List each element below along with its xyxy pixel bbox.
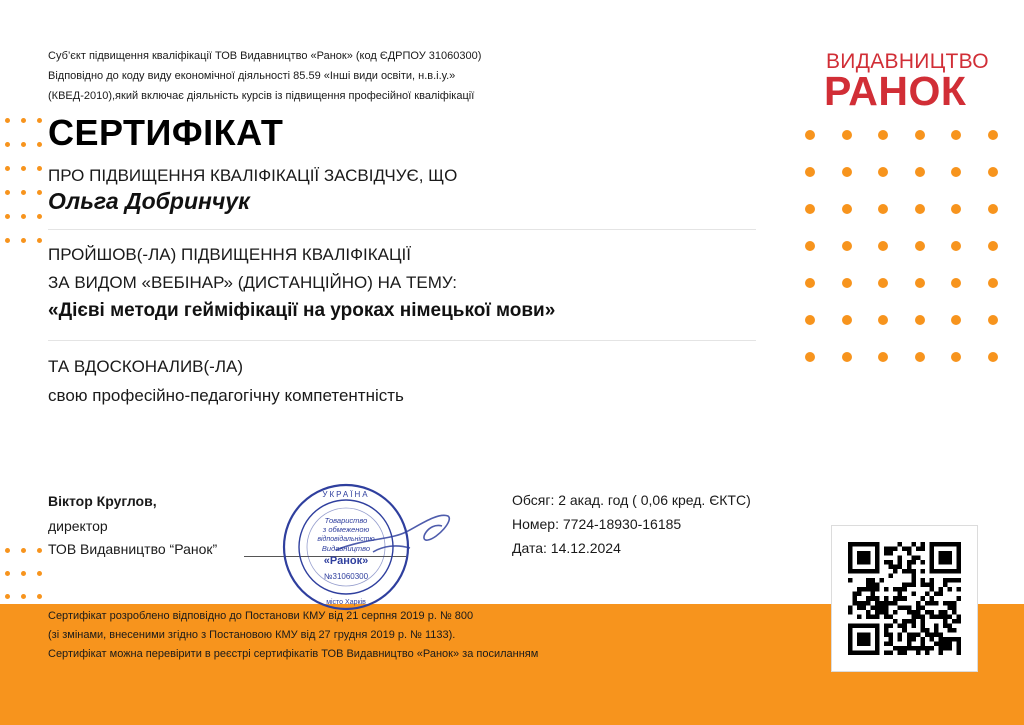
- issue-date: Дата: 14.12.2024: [512, 540, 621, 556]
- decorative-dot: [21, 190, 26, 195]
- decorative-dot: [878, 167, 888, 177]
- completed-line-2: ЗА ВИДОМ «ВЕБІНАР» (ДИСТАНЦІЙНО) НА ТЕМУ:: [48, 273, 458, 292]
- decorative-dot: [21, 548, 26, 553]
- decorative-dot: [988, 352, 998, 362]
- decorative-dot: [805, 278, 815, 288]
- stamp-city: місто Харків: [326, 599, 366, 606]
- stamp-line-3: відповідальністю: [317, 536, 375, 543]
- decorative-dot: [21, 118, 26, 123]
- signatory-position: директор: [48, 518, 108, 534]
- decorative-dot: [37, 548, 42, 553]
- intro-line-1: Суб’єкт підвищення кваліфікації ТОВ Видавництво «Ранок» (код ЄДРПОУ 31060300): [48, 50, 482, 62]
- decorative-dot: [842, 352, 852, 362]
- decorative-dot: [878, 315, 888, 325]
- decorative-dot: [951, 352, 961, 362]
- decorative-dot: [988, 130, 998, 140]
- decorative-dot: [37, 214, 42, 219]
- stamp-brand: «Ранок»: [323, 555, 369, 567]
- decorative-dot: [988, 278, 998, 288]
- improved-line-1: ТА ВДОСКОНАЛИВ(-ЛА): [48, 357, 243, 376]
- decorative-dot: [915, 315, 925, 325]
- decorative-dot: [951, 315, 961, 325]
- improved-line-2: свою професійно-педагогічну компетентність: [48, 386, 404, 405]
- decorative-dot: [21, 571, 26, 576]
- certificate-title: СЕРТИФІКАТ: [48, 112, 284, 153]
- decorative-dot: [21, 166, 26, 171]
- certifies-text: ПРО ПІДВИЩЕННЯ КВАЛІФІКАЦІЇ ЗАСВІДЧУЄ, ЩО: [48, 166, 458, 185]
- divider: [48, 340, 756, 341]
- decorative-dot: [951, 130, 961, 140]
- decorative-dot: [915, 204, 925, 214]
- decorative-dot: [915, 130, 925, 140]
- decorative-dot: [842, 241, 852, 251]
- decorative-dot: [842, 130, 852, 140]
- decorative-dot: [21, 594, 26, 599]
- volume-hours: Обсяг: 2 акад. год ( 0,06 кред. ЄКТС): [512, 492, 751, 508]
- decorative-dot: [842, 278, 852, 288]
- decorative-dot: [37, 238, 42, 243]
- decorative-dot: [21, 214, 26, 219]
- logo-subtitle: ВИДАВНИЦТВО: [826, 50, 989, 73]
- official-stamp: [278, 480, 468, 620]
- decorative-dot: [951, 204, 961, 214]
- decorative-dot: [5, 594, 10, 599]
- intro-line-2: Відповідно до коду виду економічної діяльності 85.59 «Інші види освіти, н.в.і.у.»: [48, 70, 456, 82]
- decorative-dot: [951, 278, 961, 288]
- decorative-dot: [5, 118, 10, 123]
- decorative-dot: [37, 142, 42, 147]
- qr-code-box[interactable]: [831, 525, 978, 672]
- decorative-dot: [37, 571, 42, 576]
- decorative-dot: [805, 204, 815, 214]
- stamp-line-4: Видавництво: [321, 544, 371, 553]
- footer-line-2: (зі змінами, внесеними згідно з Постановою КМУ від 27 грудня 2019 р. № 1133).: [48, 629, 456, 641]
- decorative-dot: [842, 204, 852, 214]
- decorative-dot: [37, 190, 42, 195]
- decorative-dot: [805, 167, 815, 177]
- divider: [48, 229, 756, 230]
- decorative-dot: [988, 315, 998, 325]
- decorative-dot: [37, 166, 42, 171]
- decorative-dot: [5, 166, 10, 171]
- completed-line-1: ПРОЙШОВ(-ЛА) ПІДВИЩЕННЯ КВАЛІФІКАЦІЇ: [48, 245, 411, 264]
- decorative-dot: [5, 571, 10, 576]
- decorative-dot: [5, 548, 10, 553]
- decorative-dot: [878, 130, 888, 140]
- course-topic: «Дієві методи гейміфікації на уроках німецької мови»: [48, 300, 556, 321]
- decorative-dot: [805, 315, 815, 325]
- decorative-dot: [951, 167, 961, 177]
- decorative-dot: [878, 352, 888, 362]
- decorative-dot: [842, 167, 852, 177]
- recipient-name: Ольга Добринчук: [48, 188, 250, 214]
- logo-wordmark: РАНОК: [824, 68, 967, 114]
- signatory-organization: ТОВ Видавництво “Ранок”: [48, 541, 218, 557]
- decorative-dot: [988, 204, 998, 214]
- stamp-code: №31060300: [323, 572, 369, 581]
- decorative-dot: [915, 167, 925, 177]
- decorative-dot: [878, 278, 888, 288]
- qr-code-icon[interactable]: [848, 542, 961, 655]
- decorative-dot: [21, 238, 26, 243]
- decorative-dot: [878, 204, 888, 214]
- decorative-dot: [842, 315, 852, 325]
- decorative-dot: [37, 594, 42, 599]
- decorative-dot: [5, 190, 10, 195]
- decorative-dot: [951, 241, 961, 251]
- decorative-dot: [37, 118, 42, 123]
- footer-line-1: Сертифікат розроблено відповідно до Постанови КМУ від 21 серпня 2019 р. № 800: [48, 610, 474, 622]
- decorative-dot: [988, 241, 998, 251]
- decorative-dot: [988, 167, 998, 177]
- intro-line-3: (КВЕД-2010),який включає діяльність курсів із підвищення професійної кваліфікації: [48, 90, 475, 102]
- footer-line-3: Сертифікат можна перевірити в реєстрі сертифікатів ТОВ Видавництво «Ранок» за посиланням: [48, 648, 539, 660]
- decorative-dot: [5, 142, 10, 147]
- decorative-dot: [805, 241, 815, 251]
- signatory-name: Віктор Круглов,: [48, 493, 157, 509]
- stamp-line-1: Товариство: [324, 516, 368, 525]
- stamp-line-2: з обмеженою: [322, 525, 370, 534]
- decorative-dot: [805, 352, 815, 362]
- decorative-dot: [878, 241, 888, 251]
- decorative-dot: [5, 214, 10, 219]
- decorative-dot: [805, 130, 815, 140]
- decorative-dot: [5, 238, 10, 243]
- decorative-dot: [915, 278, 925, 288]
- decorative-dot: [915, 241, 925, 251]
- stamp-country: УКРАЇНА: [322, 490, 370, 499]
- decorative-dot: [915, 352, 925, 362]
- decorative-dot: [21, 142, 26, 147]
- certificate-number: Номер: 7724-18930-16185: [512, 516, 682, 532]
